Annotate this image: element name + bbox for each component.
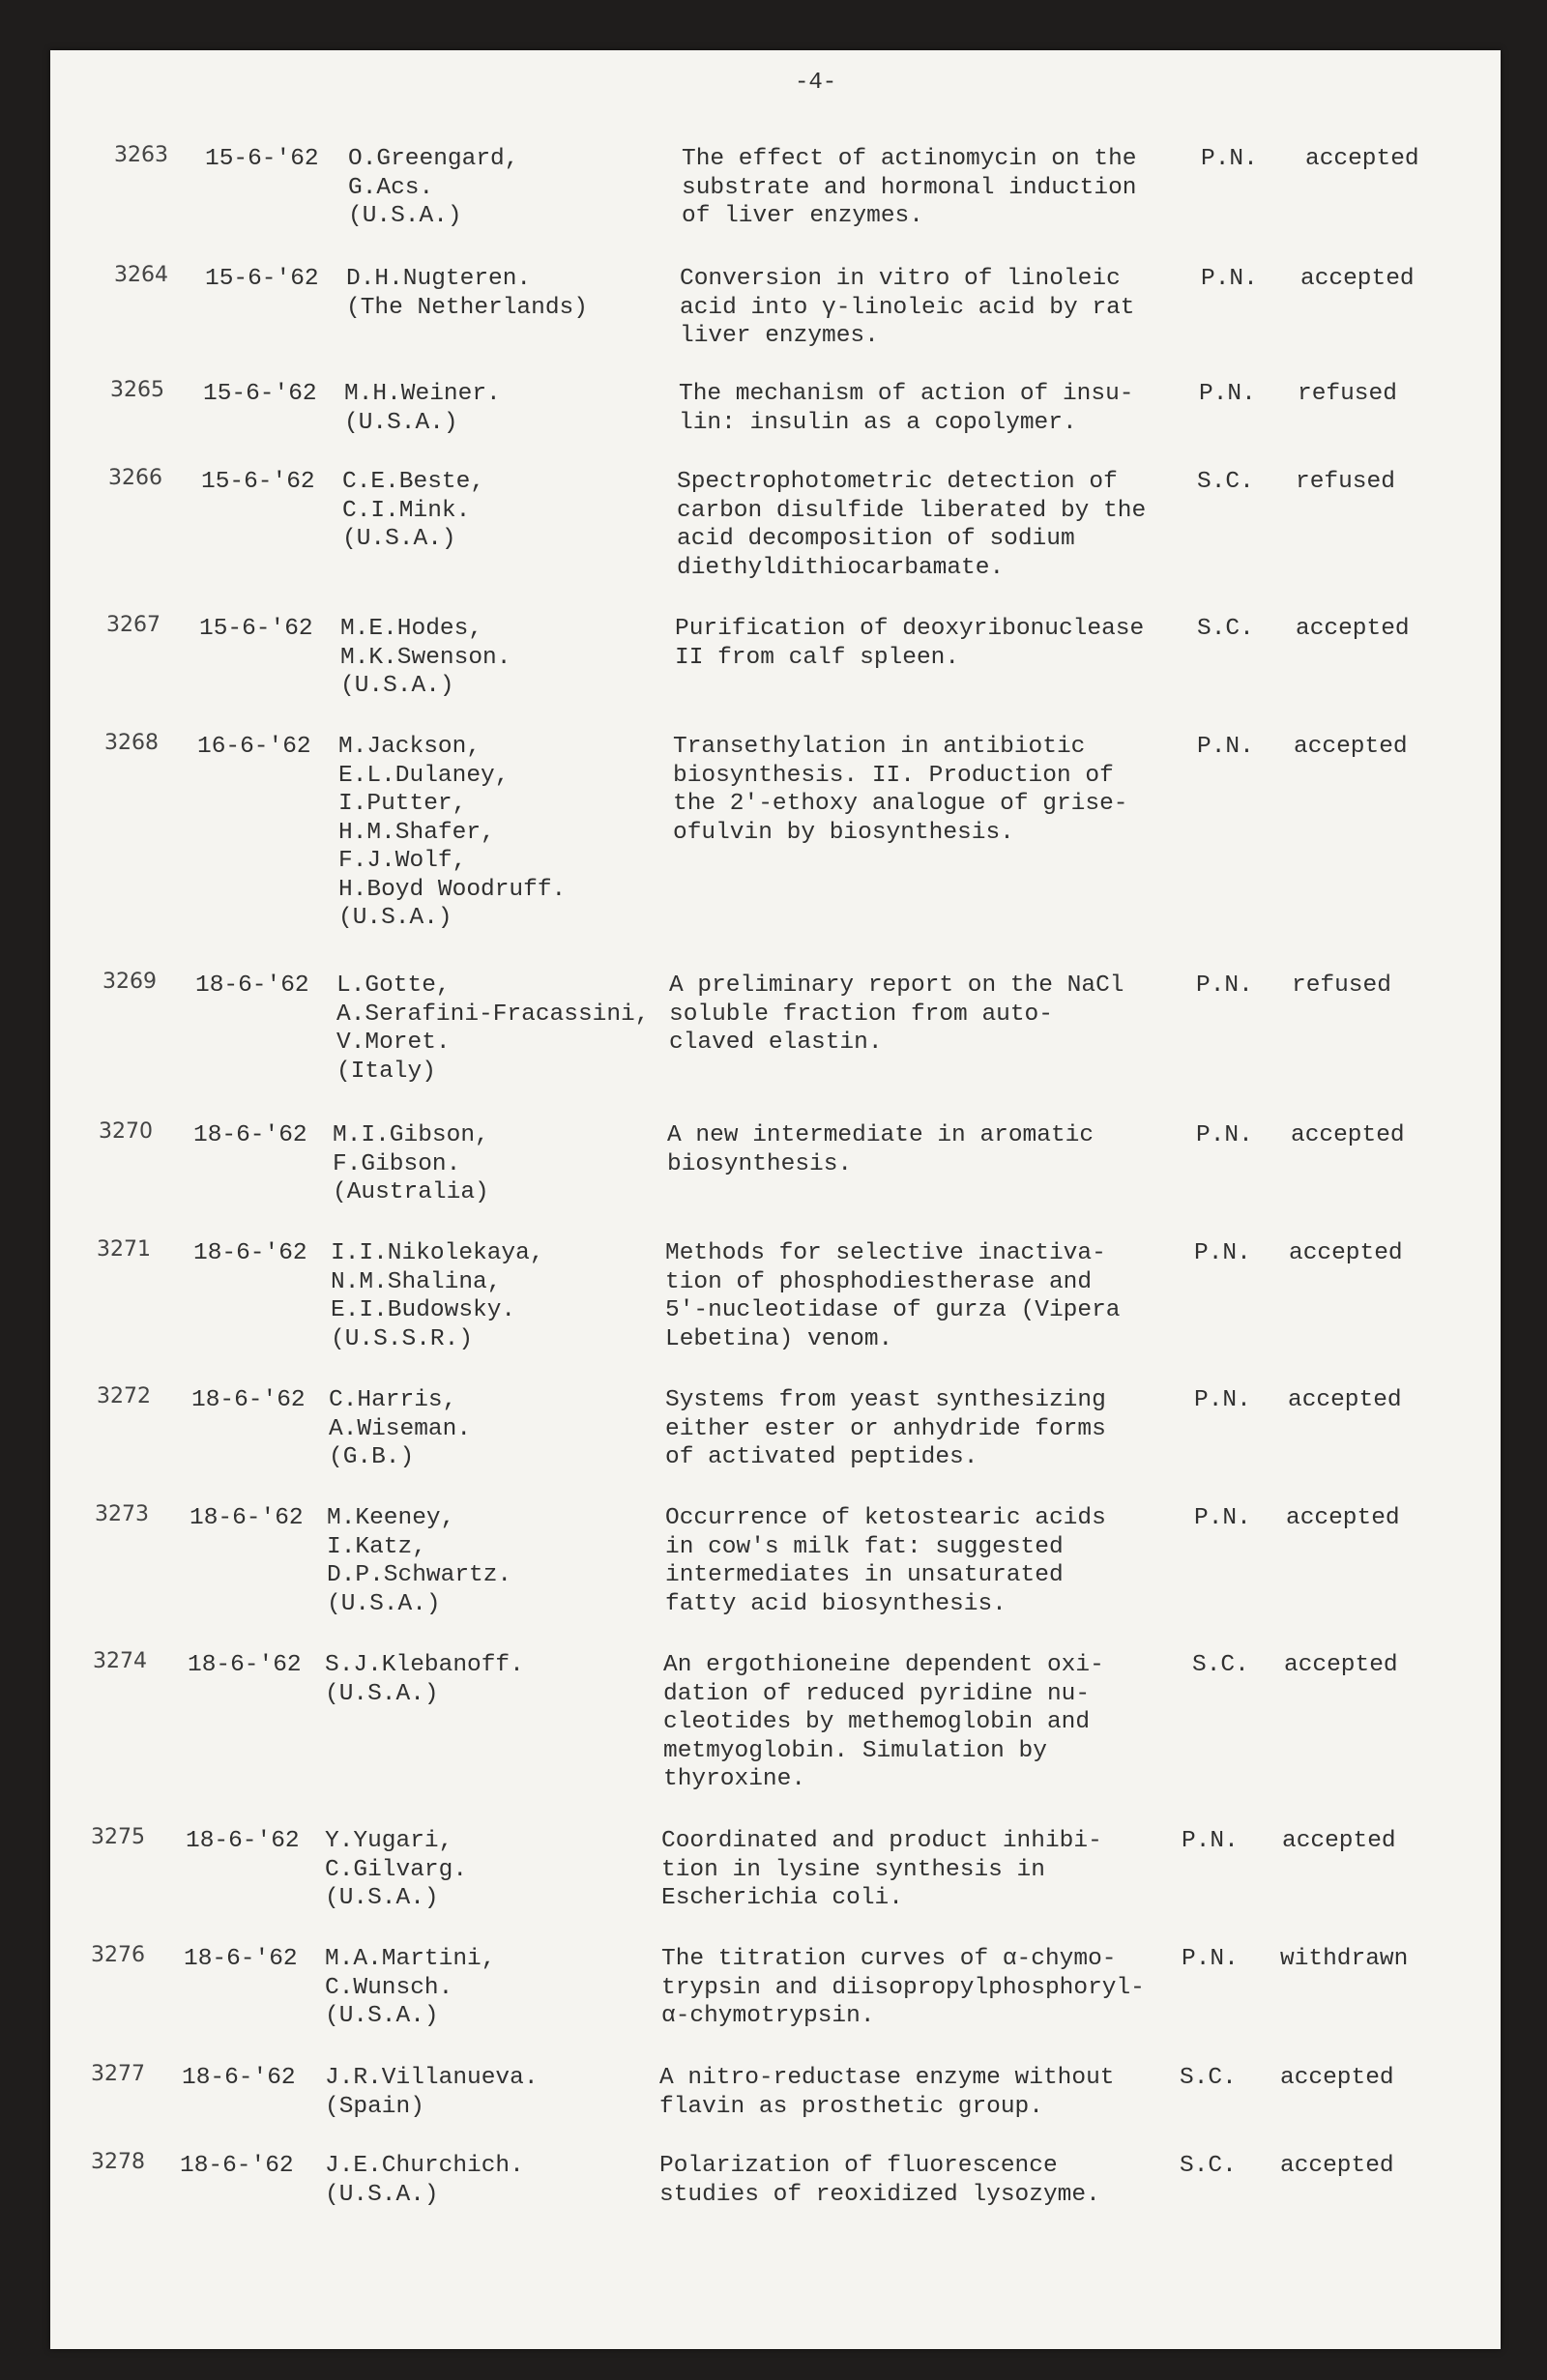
entry-number: 3265 <box>110 378 164 402</box>
entry-category: S.C. <box>1192 1652 1249 1678</box>
entry-status: accepted <box>1289 1240 1403 1266</box>
entry-status: accepted <box>1300 266 1415 292</box>
entry-authors: M.I.Gibson, F.Gibson. (Australia) <box>333 1122 489 1205</box>
entry-date: 15-6-'62 <box>205 146 319 172</box>
entry-authors: S.J.Klebanoff. (U.S.A.) <box>325 1652 524 1707</box>
entry-status: accepted <box>1294 734 1408 760</box>
entry-authors: I.I.Nikolekaya, N.M.Shalina, E.I.Budowsky. (U.S.S.R.) <box>331 1240 544 1352</box>
entry-authors: O.Greengard, G.Acs. (U.S.A.) <box>348 146 519 229</box>
entry-number: 3266 <box>108 466 162 490</box>
entry-authors: J.R.Villanueva. (Spain) <box>325 2065 539 2120</box>
entry-authors: J.E.Churchich. (U.S.A.) <box>325 2153 524 2208</box>
entry-date: 15-6-'62 <box>199 616 313 642</box>
entry-category: P.N. <box>1194 1505 1251 1531</box>
entry-authors: D.H.Nugteren. (The Netherlands) <box>346 266 588 321</box>
entry-date: 16-6-'62 <box>197 734 311 760</box>
entry-authors: Y.Yugari, C.Gilvarg. (U.S.A.) <box>325 1828 468 1911</box>
entry-title: The effect of actinomycin on the substrate and hormonal induction of liver enzymes. <box>682 146 1137 229</box>
entry-number: 3272 <box>97 1384 151 1408</box>
entry-category: P.N. <box>1194 1387 1251 1413</box>
entry-title: The titration curves of α-chymo- trypsin and diisopropylphosphoryl- α-chymotrypsin. <box>661 1946 1145 2029</box>
entry-category: S.C. <box>1180 2065 1237 2091</box>
entry-category: P.N. <box>1196 972 1253 999</box>
entry-date: 18-6-'62 <box>186 1828 300 1854</box>
entry-date: 18-6-'62 <box>180 2153 294 2179</box>
entry-date: 18-6-'62 <box>184 1946 298 1972</box>
entry-category: S.C. <box>1197 616 1254 642</box>
entry-title: Coordinated and product inhibi- tion in lysine synthesis in Escherichia coli. <box>661 1828 1102 1911</box>
entry-authors: M.A.Martini, C.Wunsch. (U.S.A.) <box>325 1946 496 2029</box>
entry-category: P.N. <box>1196 1122 1253 1148</box>
entry-title: Systems from yeast synthesizing either ester or anhydride forms of activated peptides. <box>665 1387 1106 1470</box>
entry-title: Polarization of fluorescence studies of reoxidized lysozyme. <box>659 2153 1100 2208</box>
entry-title: Methods for selective inactiva- tion of phosphodiestherase and 5'-nucleotidase of gurza (Vipera Lebetina) venom. <box>665 1240 1121 1352</box>
entry-status: accepted <box>1284 1652 1398 1678</box>
entry-status: accepted <box>1291 1122 1405 1148</box>
entry-status: withdrawn <box>1280 1946 1409 1972</box>
entry-title: An ergothioneine dependent oxi- dation of reduced pyridine nu- cleotides by methemoglobin and metmyoglobin. Simulation by thyroxine. <box>663 1652 1104 1792</box>
entry-date: 18-6-'62 <box>182 2065 296 2091</box>
entry-authors: M.E.Hodes, M.K.Swenson. (U.S.A.) <box>340 616 511 699</box>
entry-number: 3275 <box>91 1825 145 1849</box>
entry-category: P.N. <box>1201 266 1258 292</box>
entry-authors: C.Harris, A.Wiseman. (G.B.) <box>329 1387 472 1470</box>
entry-status: accepted <box>1288 1387 1402 1413</box>
entry-category: S.C. <box>1180 2153 1237 2179</box>
entry-category: P.N. <box>1182 1828 1239 1854</box>
entry-date: 18-6-'62 <box>190 1505 304 1531</box>
entry-date: 18-6-'62 <box>191 1387 306 1413</box>
entry-date: 18-6-'62 <box>188 1652 302 1678</box>
entry-number: 3267 <box>106 613 161 637</box>
entry-number: 3268 <box>104 731 159 755</box>
entry-title: Purification of deoxyribonuclease II from calf spleen. <box>675 616 1145 671</box>
entry-number: 3273 <box>95 1502 149 1526</box>
entry-date: 18-6-'62 <box>193 1122 307 1148</box>
entry-status: accepted <box>1286 1505 1400 1531</box>
entry-category: P.N. <box>1199 381 1256 407</box>
entry-title: The mechanism of action of insu- lin: insulin as a copolymer. <box>679 381 1134 436</box>
entry-number: 3269 <box>102 970 157 994</box>
entry-authors: M.H.Weiner. (U.S.A.) <box>344 381 501 436</box>
entry-status: accepted <box>1280 2065 1394 2091</box>
entry-category: P.N. <box>1194 1240 1251 1266</box>
entry-number: 3274 <box>93 1649 147 1673</box>
entry-authors: L.Gotte, A.Serafini-Fracassini, V.Moret. (Italy) <box>336 972 650 1085</box>
entry-status: accepted <box>1296 616 1410 642</box>
entry-status: accepted <box>1280 2153 1394 2179</box>
entry-category: P.N. <box>1197 734 1254 760</box>
entry-title: Spectrophotometric detection of carbon disulfide liberated by the acid decomposition of sodium diethyldithiocarbamate. <box>677 469 1147 581</box>
entry-date: 15-6-'62 <box>203 381 317 407</box>
entry-authors: M.Keeney, I.Katz, D.P.Schwartz. (U.S.A.) <box>327 1505 512 1617</box>
entry-number: 3264 <box>114 263 168 287</box>
entry-status: accepted <box>1282 1828 1396 1854</box>
entry-authors: M.Jackson, E.L.Dulaney, I.Putter, H.M.Shafer, F.J.Wolf, H.Boyd Woodruff. (U.S.A.) <box>338 734 567 931</box>
entry-date: 15-6-'62 <box>205 266 319 292</box>
entry-title: A preliminary report on the NaCl soluble fraction from auto- claved elastin. <box>669 972 1124 1056</box>
entry-title: Conversion in vitro of linoleic acid into γ-linoleic acid by rat liver enzymes. <box>680 266 1135 349</box>
entry-category: S.C. <box>1197 469 1254 495</box>
entry-status: refused <box>1292 972 1391 999</box>
entry-date: 18-6-'62 <box>195 972 309 999</box>
entry-number: 3263 <box>114 143 168 167</box>
entry-number: 3276 <box>91 1943 145 1967</box>
entry-number: 3277 <box>91 2062 145 2086</box>
entry-date: 18-6-'62 <box>193 1240 307 1266</box>
entry-title: Transethylation in antibiotic biosynthesis. II. Production of the 2'-ethoxy analogue of grise- ofulvin by biosynthesis. <box>673 734 1128 846</box>
entry-title: Occurrence of ketostearic acids in cow's milk fat: suggested intermediates in unsaturated fatty acid biosynthesis. <box>665 1505 1106 1617</box>
entry-number: 3270 <box>99 1119 153 1144</box>
entry-category: P.N. <box>1182 1946 1239 1972</box>
entry-date: 15-6-'62 <box>201 469 315 495</box>
entry-status: refused <box>1296 469 1395 495</box>
entry-status: refused <box>1298 381 1397 407</box>
page-number: -4- <box>795 70 837 96</box>
entry-title: A nitro-reductase enzyme without flavin as prosthetic group. <box>659 2065 1115 2120</box>
entry-title: A new intermediate in aromatic biosynthesis. <box>667 1122 1095 1177</box>
entry-status: accepted <box>1305 146 1419 172</box>
entry-number: 3278 <box>91 2150 145 2174</box>
entry-number: 3271 <box>97 1237 151 1262</box>
entry-category: P.N. <box>1201 146 1258 172</box>
entry-authors: C.E.Beste, C.I.Mink. (U.S.A.) <box>342 469 485 552</box>
